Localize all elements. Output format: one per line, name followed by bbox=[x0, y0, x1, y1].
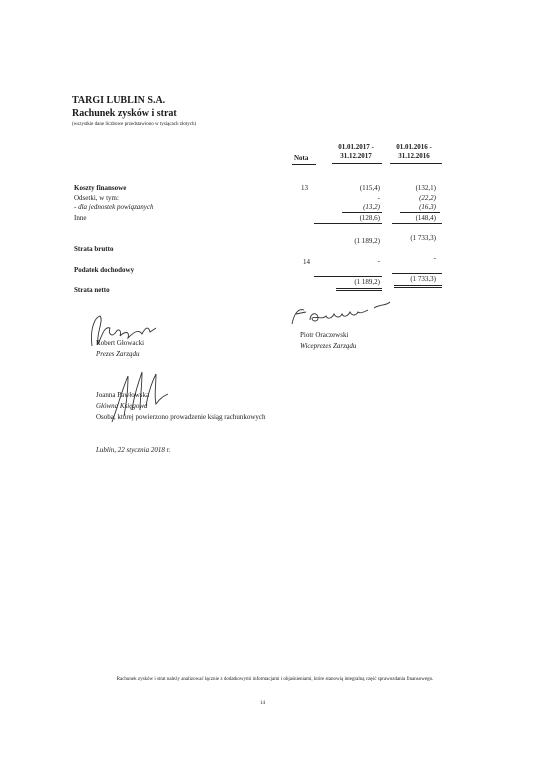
value-2016-strata-netto: (1 733,3) bbox=[410, 275, 436, 283]
netto-double-line-2017-a bbox=[336, 288, 382, 289]
value-2017-strata-netto: (1 189,2) bbox=[354, 278, 380, 286]
total-line-2017 bbox=[314, 223, 382, 224]
value-2016-jednostki-powiazane: (16,3) bbox=[419, 203, 436, 211]
signatory-role-1: Prezes Zarządu bbox=[96, 350, 140, 358]
row-nota-koszty-finansowe: 13 bbox=[301, 184, 308, 192]
column-header-2017-line2: 31.12.2017 bbox=[340, 152, 372, 160]
value-2016-strata-brutto: (1 733,3) bbox=[410, 234, 436, 242]
value-2016-podatek: - bbox=[433, 254, 436, 262]
value-2017-podatek: - bbox=[377, 257, 380, 265]
statement-subtitle: (wszystkie dane liczbowe przedstawiono w tysiącach złotych) bbox=[72, 122, 197, 127]
value-2017-jednostki-powiazane: (13,2) bbox=[363, 203, 380, 211]
place-date: Lublin, 22 stycznia 2018 r. bbox=[96, 446, 171, 454]
row-nota-podatek: 14 bbox=[303, 258, 310, 266]
company-name: TARGI LUBLIN S.A. bbox=[72, 95, 166, 106]
page-number: 14 bbox=[260, 701, 265, 706]
nota-header: Nota bbox=[294, 154, 309, 162]
row-label-strata-brutto: Strata brutto bbox=[74, 245, 114, 253]
netto-line-2017 bbox=[314, 276, 382, 277]
row-label-podatek: Podatek dochodowy bbox=[74, 266, 135, 274]
row-label-inne: Inne bbox=[74, 214, 87, 222]
signatory-role-2: Wiceprezes Zarządu bbox=[300, 342, 357, 350]
statement-title: Rachunek zysków i strat bbox=[72, 108, 177, 119]
value-2016-odsetki: (22,2) bbox=[419, 194, 436, 202]
column-header-2016-line2: 31.12.2016 bbox=[398, 152, 430, 160]
value-2017-koszty-finansowe: (115,4) bbox=[359, 184, 380, 192]
signatory-name-2: Piotr Oraczewski bbox=[300, 331, 349, 339]
signatory-note-3: Osoba, której powierzono prowadzenie ksiąg rachunkowych bbox=[96, 413, 266, 421]
value-2017-strata-brutto: (1 189,2) bbox=[354, 237, 380, 245]
row-label-odsetki: Odsetki, w tym: bbox=[74, 194, 119, 202]
total-line-2016 bbox=[392, 223, 442, 224]
value-2016-koszty-finansowe: (132,1) bbox=[415, 184, 436, 192]
netto-line-2016 bbox=[392, 273, 442, 274]
subtotal-line-2017 bbox=[342, 212, 382, 213]
header-underline-2017 bbox=[332, 163, 382, 164]
value-2017-odsetki: - bbox=[377, 194, 380, 202]
signatory-role-3: Główna Księgowa bbox=[96, 402, 148, 410]
signature-piotr-oraczewski bbox=[288, 300, 398, 330]
column-header-2016-line1: 01.01.2016 - bbox=[396, 143, 432, 151]
value-2016-inne: (148,4) bbox=[415, 214, 436, 222]
column-header-2017 bbox=[328, 143, 384, 161]
footer-note: Rachunek zysków i strat należy analizować łącznie z dodatkowymi informacjami i objaśnieniami, które stanowią integralną część sprawozdania finansowego. bbox=[116, 677, 434, 682]
nota-underline bbox=[292, 164, 316, 165]
signatory-name-1: Robert Głowacki bbox=[96, 339, 145, 347]
header-underline-2016 bbox=[390, 163, 442, 164]
column-header-2017-line1: 01.01.2017 - bbox=[338, 143, 374, 151]
row-label-koszty-finansowe: Koszty finansowe bbox=[74, 184, 127, 192]
netto-double-line-2017-b bbox=[336, 290, 382, 291]
signatory-name-3: Joanna Pawłowska bbox=[96, 391, 150, 399]
row-label-strata-netto: Strata netto bbox=[74, 286, 110, 294]
value-2017-inne: (128,6) bbox=[359, 214, 380, 222]
row-label-jednostki-powiazane: - dla jednostek powiązanych bbox=[74, 203, 154, 211]
column-header-2016 bbox=[384, 143, 444, 161]
subtotal-line-2016 bbox=[400, 212, 440, 213]
netto-double-line-2016-a bbox=[394, 285, 442, 286]
netto-double-line-2016-b bbox=[394, 287, 442, 288]
